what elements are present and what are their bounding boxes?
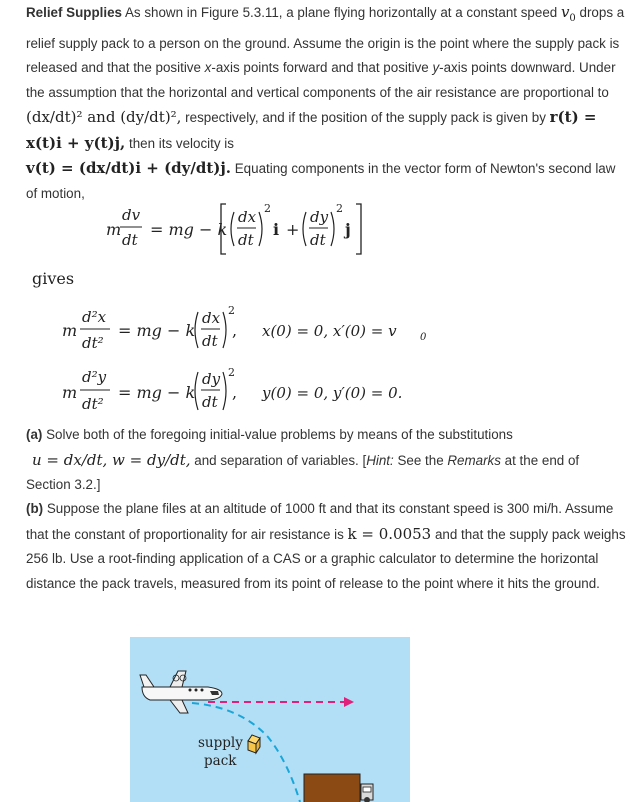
svg-text:dt: dt xyxy=(310,231,326,249)
svg-text:2: 2 xyxy=(336,202,343,215)
svg-text:dx: dx xyxy=(202,309,221,327)
intro-text-6: then its velocity is xyxy=(125,135,234,151)
part-b-label: (b) xyxy=(26,501,44,516)
svg-text:m: m xyxy=(62,383,78,402)
k-value-math: k = 0.0053 xyxy=(347,524,432,543)
svg-text:dt²: dt² xyxy=(82,334,104,352)
part-a: (a) Solve both of the foregoing initial-value problems by means of the substitutions u = dx/dt, w = dy/dt, and separation of variables. [Hint: See the Remarks at the end of Section 3.2.] xyxy=(26,427,580,492)
x-equation xyxy=(56,300,476,358)
air-resistance-math: (dx/dt)² and (dy/dt)², xyxy=(26,108,182,126)
intro-paragraph xyxy=(26,0,626,206)
intro-text-2: drops a relief supply pack to a person on the ground. Assume the origin is the point where the supply pack is released and that the positive xyxy=(26,5,625,75)
svg-text:dx: dx xyxy=(238,208,257,226)
svg-text:dt: dt xyxy=(238,231,254,249)
newton-equation xyxy=(100,198,400,260)
part-a-label: (a) xyxy=(26,427,43,442)
substitution-math: u = dx/dt, w = dy/dt, xyxy=(32,450,191,469)
svg-text:= mg − k: = mg − k xyxy=(118,321,196,340)
pack-label: pack xyxy=(204,753,237,769)
svg-text:dt: dt xyxy=(202,332,218,350)
svg-text:dt²: dt² xyxy=(82,395,104,413)
svg-text:,: , xyxy=(232,321,238,340)
svg-text:d²x: d²x xyxy=(82,308,107,326)
ground-box xyxy=(304,774,360,802)
problem-heading: Relief Supplies xyxy=(26,5,122,20)
svg-text:2: 2 xyxy=(228,366,235,379)
arrow-head-icon xyxy=(344,697,354,707)
intro-text-4: -axis points downward. Under the assumption that the horizontal and vertical components of the air resistance are proportional to xyxy=(26,60,616,100)
figure-5-3-11 xyxy=(130,637,410,802)
svg-text:m: m xyxy=(62,321,78,340)
dt-denominator: dt xyxy=(122,231,138,249)
intro-text-3: -axis points forward and that positive xyxy=(211,60,433,75)
y-equation xyxy=(56,362,476,420)
svg-text:,: , xyxy=(232,383,238,402)
intro-text-5: respectively, and if the position of the supply pack is given by xyxy=(181,110,550,125)
svg-text:d²y: d²y xyxy=(82,368,107,386)
svg-text:2: 2 xyxy=(228,304,235,317)
gives-text: gives xyxy=(32,269,75,288)
dv-numerator: dv xyxy=(122,206,141,224)
svg-text:= mg − k: = mg − k xyxy=(118,383,196,402)
supply-label: supply xyxy=(198,735,243,751)
svg-text:i: i xyxy=(273,220,280,239)
mass-symbol: m xyxy=(106,220,122,239)
svg-text:j: j xyxy=(345,220,351,239)
plane-icon xyxy=(140,671,222,713)
figure-drawing xyxy=(130,637,410,802)
svg-text:dt: dt xyxy=(202,393,218,411)
y-initial-conditions: y(0) = 0, y′(0) = 0. xyxy=(262,384,403,402)
position-math: r(t) = x(t)i + y(t)j, xyxy=(26,108,597,152)
svg-text:0: 0 xyxy=(420,332,427,343)
svg-text:dy: dy xyxy=(310,208,329,226)
svg-text:2: 2 xyxy=(264,202,271,215)
y-axis-label: y xyxy=(432,60,440,75)
part-b: (b) Suppose the plane files at an altitude of 1000 ft and that its constant speed is 300 mi/h. Assume that the constant of proportionality for air resistance is k = 0.0053 and that the supply pack weighs 256 lb. Use a root-finding application of a CAS or a graphic calculator to determine the horizontal distance the pack travels, measured from its point of release to the point where it hits the ground. xyxy=(26,501,626,591)
rhs-text: = mg − k xyxy=(150,220,228,239)
truck-icon xyxy=(361,784,373,802)
v0-symbol: $v_0$ xyxy=(560,3,576,24)
supply-pack-icon xyxy=(248,735,260,753)
intro-text-7: Equating components in the vector form of Newton's second law of motion, xyxy=(26,161,616,201)
x-axis-label: x xyxy=(204,60,212,75)
svg-text:+: + xyxy=(286,220,300,239)
svg-text:dy: dy xyxy=(202,370,221,388)
intro-text-1: As shown in Figure 5.3.11, a plane flying horizontally at a constant speed xyxy=(122,5,561,20)
velocity-math: v(t) = (dx/dt)i + (dy/dt)j. xyxy=(26,159,232,177)
x-initial-conditions: x(0) = 0, x′(0) = v xyxy=(262,322,397,340)
